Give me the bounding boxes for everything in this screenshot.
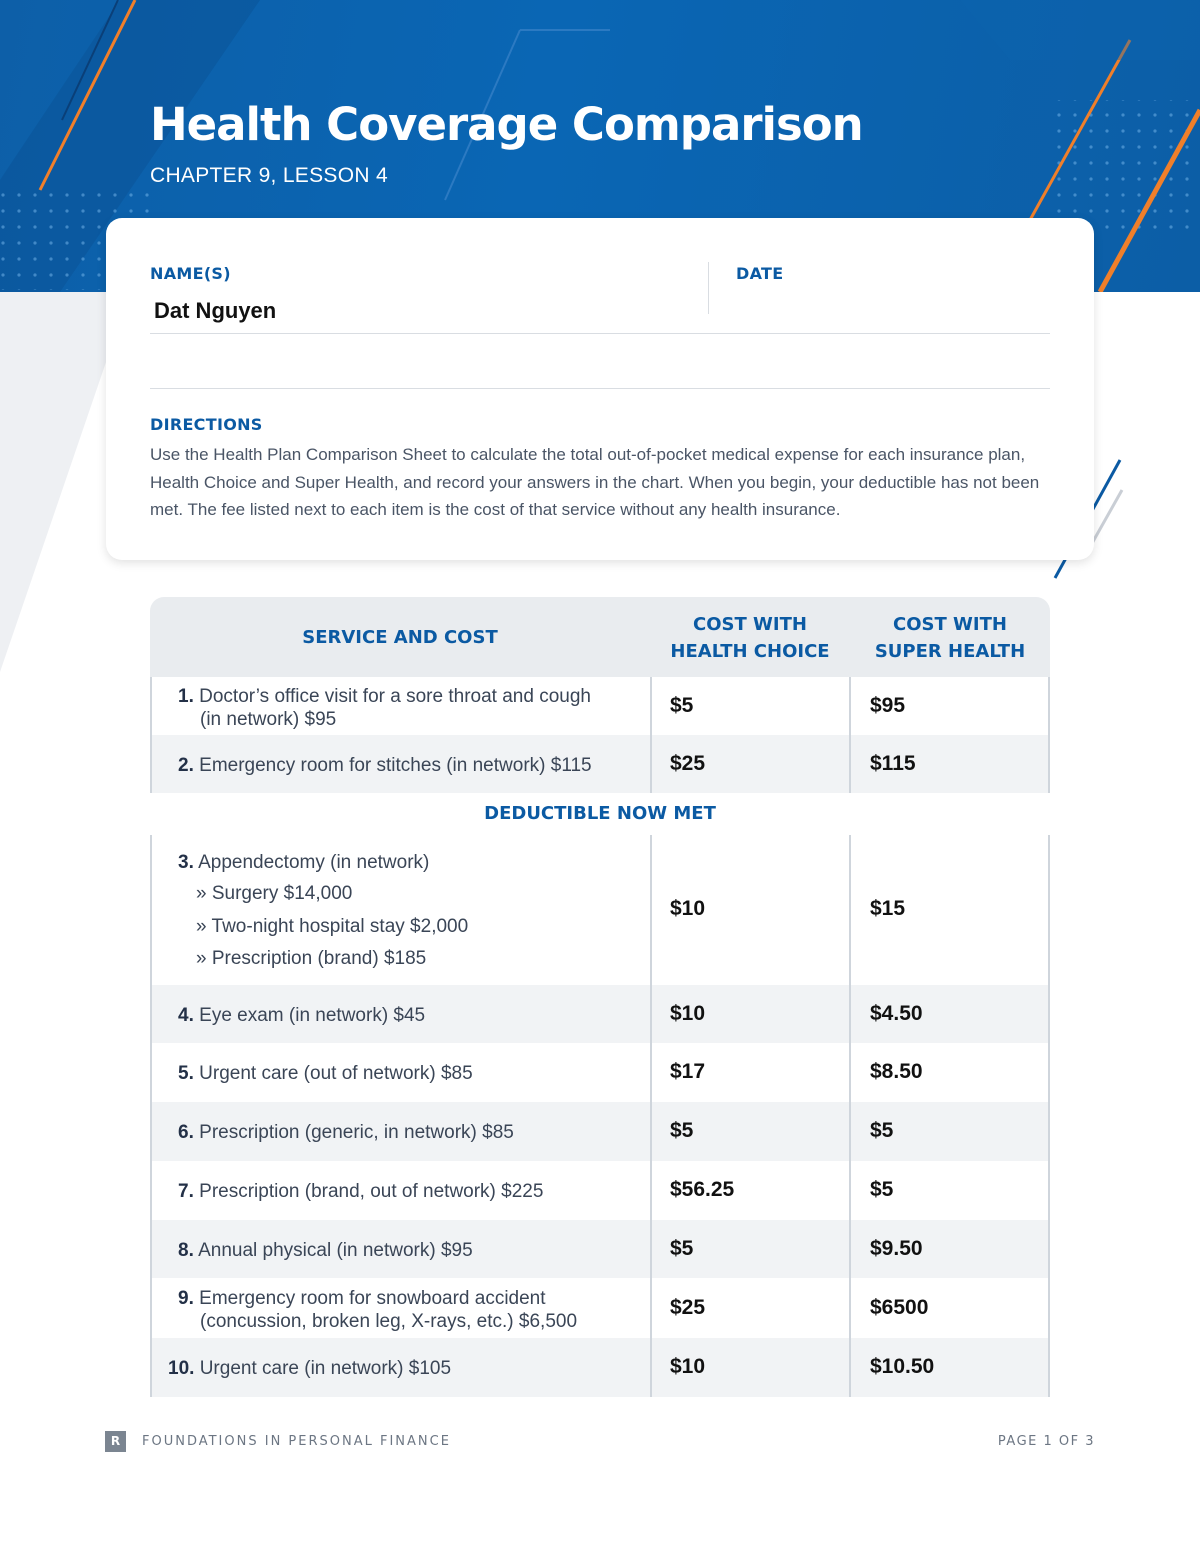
brand-logo: R	[105, 1431, 126, 1452]
table-row	[150, 735, 1050, 793]
super-health-cost[interactable]: $6500	[870, 1296, 929, 1319]
service-cell: 10. Urgent care (in network) $105	[168, 1358, 452, 1379]
super-health-cost[interactable]: $9.50	[870, 1237, 923, 1260]
page-title: Health Coverage Comparison	[150, 98, 863, 151]
health-choice-cost[interactable]: $5	[670, 1237, 694, 1260]
health-choice-cost[interactable]: $10	[670, 897, 706, 920]
table-row	[150, 1102, 1050, 1161]
table-border-left	[150, 677, 152, 1397]
table-border-right	[1048, 677, 1050, 1397]
service-cell: 3. Appendectomy (in network) » Surgery $14,000 » Two-night hospital stay $2,000 » Prescription (brand) $185	[178, 852, 469, 969]
header-health-choice: COST WITH HEALTH CHOICE	[670, 614, 830, 662]
super-health-cost[interactable]: $5	[870, 1119, 894, 1142]
table-row	[150, 1278, 1050, 1338]
header-super-health: COST WITH SUPER HEALTH	[874, 614, 1026, 662]
super-health-cost[interactable]: $8.50	[870, 1060, 923, 1083]
service-cell: 2. Emergency room for stitches (in network) $115	[178, 755, 592, 776]
service-cell: 8. Annual physical (in network) $95	[178, 1240, 473, 1261]
column-divider	[849, 677, 851, 1397]
service-cell: 9. Emergency room for snowboard accident (concussion, broken leg, X-rays, etc.) $6,500	[178, 1288, 578, 1332]
table-row	[150, 1043, 1050, 1102]
page-subtitle: CHAPTER 9, LESSON 4	[150, 164, 388, 187]
field-underline-2	[150, 388, 1050, 389]
deductible-row	[150, 793, 1050, 835]
deductible-label: DEDUCTIBLE NOW MET	[484, 803, 716, 824]
health-choice-cost[interactable]: $56.25	[670, 1178, 735, 1201]
table-row	[150, 1161, 1050, 1220]
service-cell: 7. Prescription (brand, out of network) $225	[178, 1181, 544, 1202]
health-choice-cost[interactable]: $17	[670, 1060, 706, 1083]
table-row	[150, 1338, 1050, 1397]
header-service: SERVICE AND COST	[302, 627, 498, 648]
date-label: DATE	[736, 264, 784, 283]
service-cell: 1. Doctor’s office visit for a sore throat and cough (in network) $95	[178, 686, 591, 730]
field-underline	[150, 333, 1050, 334]
name-label: NAME(S)	[150, 264, 231, 283]
super-health-cost[interactable]: $95	[870, 694, 906, 717]
service-cell: 6. Prescription (generic, in network) $85	[178, 1122, 514, 1143]
page-number: PAGE 1 OF 3	[997, 1434, 1095, 1449]
super-health-cost[interactable]: $4.50	[870, 1002, 923, 1025]
name-field[interactable]: Dat Nguyen	[154, 298, 277, 323]
table-header	[150, 597, 1050, 677]
column-divider	[650, 677, 652, 1397]
directions-text: Use the Health Plan Comparison Sheet to calculate the total out-of-pocket medical expense for each insurance plan, Health Choice and Super Health, and record your answers in the chart. When you begin, your deductible has not been met. The fee listed next to each item is the cost of that service without any health insurance.	[150, 445, 1040, 519]
health-choice-cost[interactable]: $25	[670, 752, 706, 775]
table-row	[150, 677, 1050, 735]
table-row	[150, 835, 1050, 985]
health-choice-cost[interactable]: $5	[670, 694, 694, 717]
field-divider	[708, 262, 709, 314]
table-row	[150, 985, 1050, 1043]
super-health-cost[interactable]: $15	[870, 897, 906, 920]
health-choice-cost[interactable]: $25	[670, 1296, 706, 1319]
table-row	[150, 1220, 1050, 1278]
health-choice-cost[interactable]: $10	[670, 1355, 706, 1378]
comparison-table	[150, 597, 1050, 1397]
service-cell: 5. Urgent care (out of network) $85	[178, 1063, 473, 1084]
health-choice-cost[interactable]: $10	[670, 1002, 706, 1025]
service-cell: 4. Eye exam (in network) $45	[178, 1005, 426, 1026]
super-health-cost[interactable]: $115	[870, 752, 916, 775]
super-health-cost[interactable]: $10.50	[870, 1355, 935, 1378]
super-health-cost[interactable]: $5	[870, 1178, 894, 1201]
directions-label: DIRECTIONS	[150, 415, 263, 434]
footer-title: FOUNDATIONS IN PERSONAL FINANCE	[142, 1434, 451, 1449]
health-choice-cost[interactable]: $5	[670, 1119, 694, 1142]
